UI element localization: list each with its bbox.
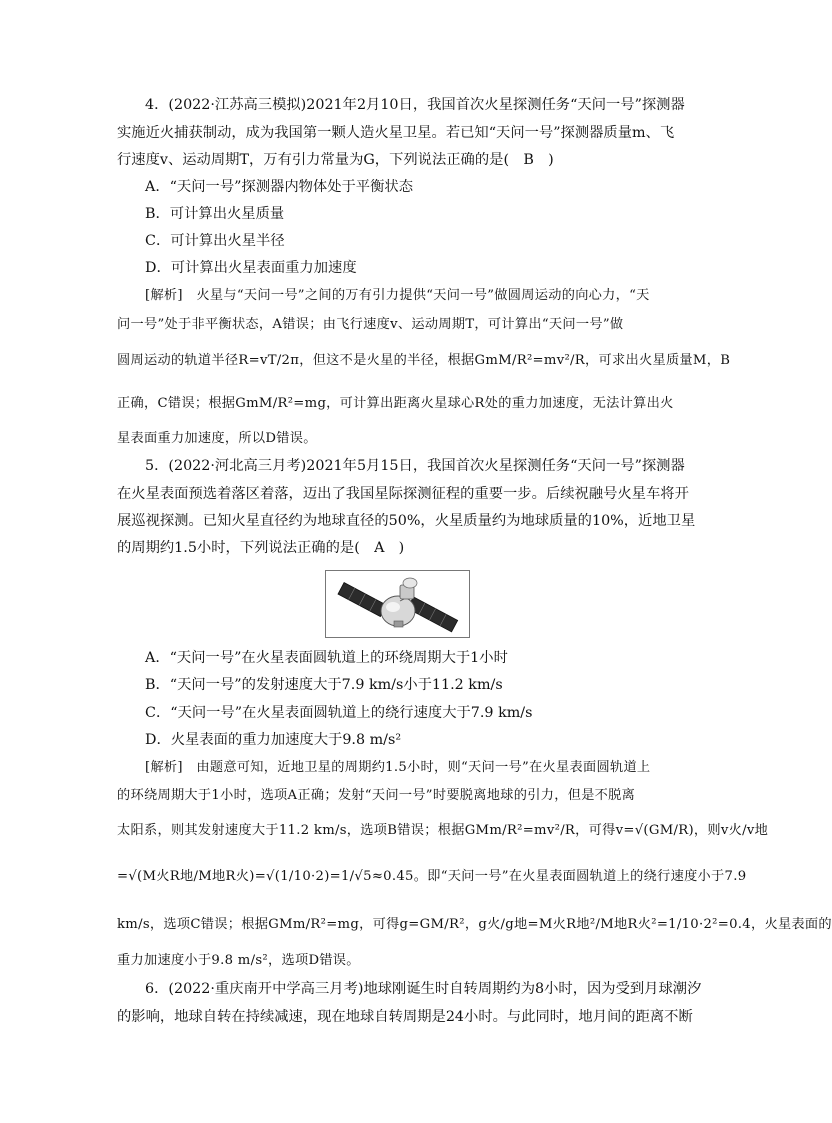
q5-solution-line-4: =√(M火R地/M地R火)=√(1/10·2)=1/√5≈0.45。即“天问一号”在火星表面圆轨道上的绕行速度小于7.9 — [117, 869, 747, 884]
q4-solution-line-3: 圆周运动的轨道半径R=vT/2π，但这不是火星的半径，根据GmM/R²=mv²/R，可求出火星质量M，B — [117, 353, 731, 368]
q6-stem-line-1: 6．(2022·重庆南开中学高三月考)地球刚诞生时自转周期约为8小时，因为受到月球潮汐 — [145, 981, 702, 997]
q4-option-a: A．“天问一号”探测器内物体处于平衡状态 — [145, 179, 413, 195]
q5-option-c: C．“天问一号”在火星表面圆轨道上的绕行速度大于7.9 km/s — [145, 705, 533, 721]
q5-solution-line-6: 重力加速度小于9.8 m/s²，选项D错误。 — [117, 953, 360, 968]
q4-stem-line-2: 实施近火捕获制动，成为我国第一颗人造火星卫星。若已知“天问一号”探测器质量m、飞 — [117, 125, 675, 141]
q4-solution-line-2: 问一号”处于非平衡状态，A错误；由飞行速度v、运动周期T，可计算出“天问一号”做 — [117, 317, 624, 332]
q4-solution-line-5: 星表面重力加速度，所以D错误。 — [117, 431, 317, 446]
q4-stem-line-1: 4．(2022·江苏高三模拟)2021年2月10日，我国首次火星探测任务“天问一号”探测器 — [145, 97, 685, 113]
q5-stem-line-2: 在火星表面预选着落区着落，迈出了我国星际探测征程的重要一步。后续祝融号火星车将开 — [117, 486, 689, 502]
q4-option-c: C．可计算出火星半径 — [145, 233, 285, 249]
q5-solution-line-5: km/s，选项C错误；根据GMm/R²=mg，可得g=GM/R²，g火/g地=M火R地²/M地R火²=1/10·2²=0.4，火星表面的 — [117, 917, 832, 932]
q5-solution-line-1: [解析] 由题意可知，近地卫星的周期约1.5小时，则“天问一号”在火星表面圆轨道上 — [145, 760, 651, 775]
q4-solution-line-1: [解析] 火星与“天问一号”之间的万有引力提供“天问一号”做圆周运动的向心力，“天 — [145, 288, 650, 303]
q5-stem-line-4: 的周期约1.5小时，下列说法正确的是( A ) — [117, 540, 405, 556]
satellite-icon — [326, 571, 469, 637]
q6-stem-line-2: 的影响，地球自转在持续减速，现在地球自转周期是24小时。与此同时，地月间的距离不断 — [117, 1009, 693, 1025]
q5-stem-line-1: 5．(2022·河北高三月考)2021年5月15日，我国首次火星探测任务“天问一号”探测器 — [145, 458, 685, 474]
q4-solution-line-4: 正确，C错误；根据GmM/R²=mg，可计算出距离火星球心R处的重力加速度，无法计算出火 — [117, 396, 674, 411]
q5-stem-line-3: 展巡视探测。已知火星直径约为地球直径的50%，火星质量约为地球质量的10%，近地卫星 — [117, 513, 696, 529]
q4-stem-line-3: 行速度v、运动周期T，万有引力常量为G，下列说法正确的是( B ) — [117, 152, 554, 168]
satellite-figure — [325, 570, 470, 638]
q5-option-d: D．火星表面的重力加速度大于9.8 m/s² — [145, 732, 402, 748]
q5-option-b: B．“天问一号”的发射速度大于7.9 km/s小于11.2 km/s — [145, 677, 503, 693]
q4-option-d: D．可计算出火星表面重力加速度 — [145, 260, 357, 276]
q5-option-a: A．“天问一号”在火星表面圆轨道上的环绕周期大于1小时 — [145, 650, 508, 666]
q5-solution-line-3: 太阳系，则其发射速度大于11.2 km/s，选项B错误；根据GMm/R²=mv²/R，可得v=√(GM/R)，则v火/v地 — [117, 823, 769, 838]
q4-option-b: B．可计算出火星质量 — [145, 206, 285, 222]
q5-solution-line-2: 的环绕周期大于1小时，选项A正确；发射“天问一号”时要脱离地球的引力，但是不脱离 — [117, 788, 636, 803]
